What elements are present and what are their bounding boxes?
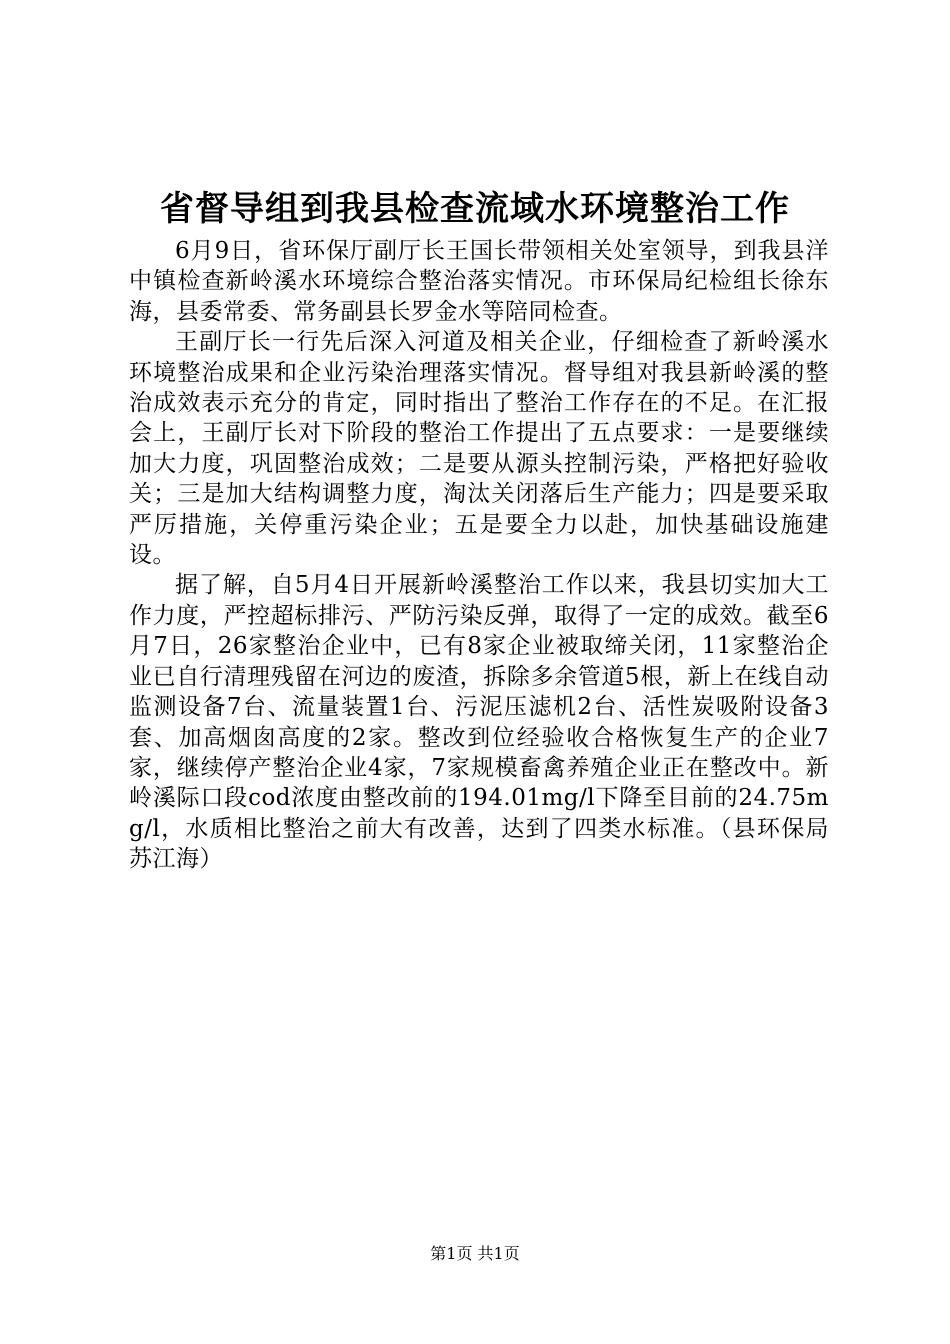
page-footer: 第1页 共1页	[430, 1244, 520, 1263]
paragraph-3: 据了解，自5月4日开展新岭溪整治工作以来，我县切实加大工作力度，严控超标排污、严防污染反弹，取得了一定的成效。截至6月7日，26家整治企业中，已有8家企业被取缔关闭，11家整治企业已自行清理残留在河边的废渣，拆除多余管道5根，新上在线自动监测设备7台、流量装置1台、污泥压滤机2台、活性炭吸附设备3套、加高烟囱高度的2家。整改到位经验收合格恢复生产的企业7家，继续停产整治企业4家，7家规模畜禽养殖企业正在整改中。新岭溪际口段cod浓度由整改前的194.01mg/l下降至目前的24.75mg/l，水质相比整治之前大有改善，达到了四类水标准。（县环保局苏江海）	[129, 572, 829, 873]
document-body	[129, 236, 829, 875]
paragraph-2: 王副厅长一行先后深入河道及相关企业，仔细检查了新岭溪水环境整治成果和企业污染治理落实情况。督导组对我县新岭溪的整治成效表示充分的肯定，同时指出了整治工作存在的不足。在汇报会上，王副厅长对下阶段的整治工作提出了五点要求：一是要继续加大力度，巩固整治成效；二是要从源头控制污染，严格把好验收关；三是加大结构调整力度，淘汰关闭落后生产能力；四是要采取严厉措施，关停重污染企业；五是要全力以赴，加快基础设施建设。	[129, 329, 829, 569]
document-title: 省督导组到我县检查流域水环境整治工作	[160, 189, 790, 229]
paragraph-1: 6月9日，省环保厅副厅长王国长带领相关处室领导，到我县洋中镇检查新岭溪水环境综合整治落实情况。市环保局纪检组长徐东海，县委常委、常务副县长罗金水等陪同检查。	[129, 238, 829, 325]
